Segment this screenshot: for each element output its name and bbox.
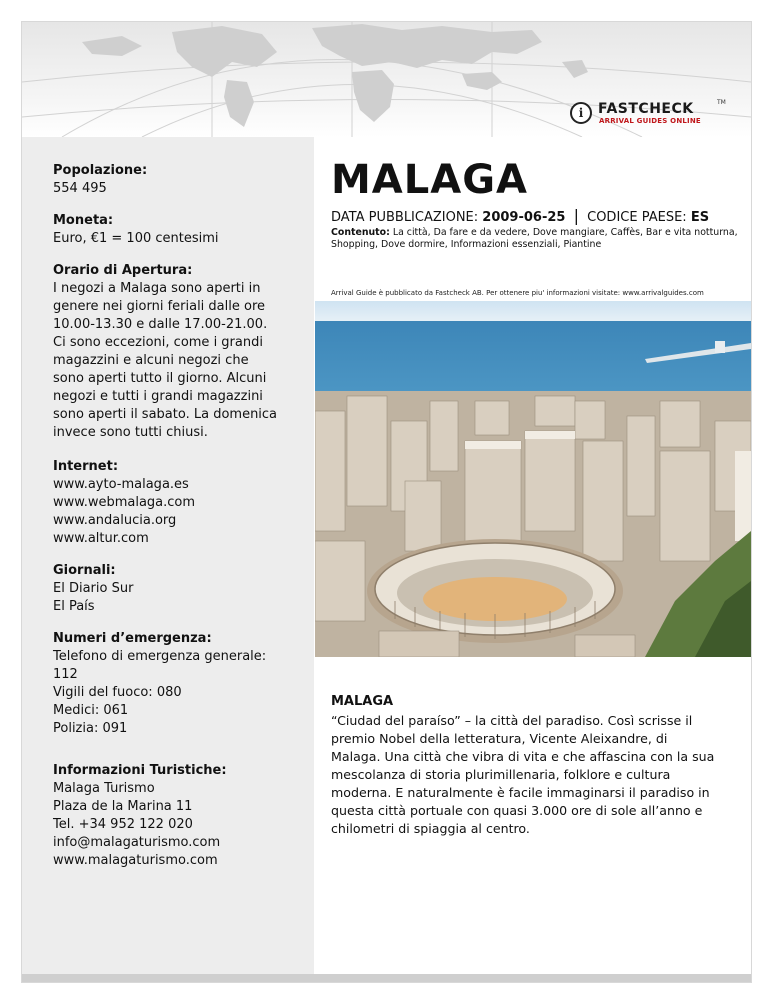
emergency-line: Telefono di emergenza generale: — [53, 649, 267, 664]
opening-hours-line: sono aperti tutto il giorno. Alcuni — [53, 371, 267, 386]
guide-page — [21, 21, 752, 983]
article-line: Malaga. Una città che vibra di vita e che affascina con la sua — [331, 749, 715, 764]
contents-label: Contenuto: — [331, 227, 390, 238]
date-label: DATA PUBBLICAZIONE: — [331, 210, 479, 225]
bullring-image — [315, 301, 751, 657]
tourist-info-line: Tel. +34 952 122 020 — [53, 817, 193, 832]
contents-value: La città, Da fare e da vedere, Dove mangiare, Caffès, Bar e vita notturna, Shopping, Dove dormire, Informazioni essenziali, Piantine — [331, 227, 738, 250]
emergency-line: Polizia: 091 — [53, 721, 128, 736]
opening-hours-line: Ci sono eccezioni, come i grandi — [53, 335, 263, 350]
meta-separator: | — [573, 206, 579, 225]
opening-hours-line: invece sono tutti chiusi. — [53, 425, 208, 440]
opening-hours-line: I negozi a Malaga sono aperti in — [53, 281, 261, 296]
tourist-info-label: Informazioni Turistiche: — [53, 763, 227, 778]
opening-hours-section — [53, 262, 303, 442]
currency-section — [53, 212, 303, 248]
logo-name: FASTCHECK — [598, 101, 694, 117]
tourist-info-website[interactable]: www.malagaturismo.com — [53, 853, 218, 868]
emergency-line: Medici: 061 — [53, 703, 129, 718]
article-title: MALAGA — [331, 694, 394, 709]
newspaper-item: El País — [53, 599, 95, 614]
internet-link[interactable]: www.ayto-malaga.es — [53, 477, 189, 492]
newspapers-section — [53, 562, 303, 616]
publication-meta — [331, 208, 709, 226]
opening-hours-line: negozi e tutti i grandi magazzini — [53, 389, 263, 404]
info-icon: i — [570, 102, 592, 124]
currency-value: Euro, €1 = 100 centesimi — [53, 231, 219, 246]
internet-label: Internet: — [53, 459, 119, 474]
emergency-line: 112 — [53, 667, 78, 682]
tourist-info-email[interactable]: info@malagaturismo.com — [53, 835, 221, 850]
internet-link[interactable]: www.webmalaga.com — [53, 495, 196, 510]
country-code-value: ES — [690, 210, 710, 225]
article-line: chilometri di spiaggia al centro. — [331, 821, 530, 836]
tourist-info-line: Malaga Turismo — [53, 781, 155, 796]
newspapers-label: Giornali: — [53, 563, 116, 578]
article-line: premio Nobel della letteratura, Vicente Aleixandre, di — [331, 731, 668, 746]
emergency-line: Vigili del fuoco: 080 — [53, 685, 182, 700]
internet-section — [53, 458, 303, 548]
emergency-section — [53, 630, 303, 738]
article-body — [331, 712, 752, 838]
article-line: questa città portuale con quasi 3.000 ore di sole all’anno e — [331, 803, 703, 818]
opening-hours-line: sono aperti il sabato. La domenica — [53, 407, 278, 422]
header-band — [22, 22, 751, 137]
tourist-info-line: Plaza de la Marina 11 — [53, 799, 193, 814]
article-line: moderna. E naturalmente è facile immaginarsi il paradiso in — [331, 785, 710, 800]
internet-link[interactable]: www.andalucia.org — [53, 513, 177, 528]
fastcheck-logo — [570, 99, 740, 126]
opening-hours-line: genere nei giorni feriali dalle ore — [53, 299, 266, 314]
sidebar-content — [53, 162, 303, 884]
internet-link[interactable]: www.altur.com — [53, 531, 149, 546]
population-label: Popolazione: — [53, 163, 148, 178]
publisher-note: Arrival Guide è pubblicato da Fastcheck AB. Per ottenere piu' informazioni visitate: www.arrivalguides.com — [331, 289, 704, 297]
opening-hours-line: 10.00-13.30 e dalle 17.00-21.00. — [53, 317, 268, 332]
opening-hours-line: magazzini e alcuni negozi che — [53, 353, 249, 368]
logo-tagline: ARRIVAL GUIDES ONLINE — [599, 117, 701, 125]
country-code-label: CODICE PAESE: — [587, 210, 687, 225]
emergency-label: Numeri d’emergenza: — [53, 631, 212, 646]
tourist-info-section — [53, 762, 303, 870]
population-section — [53, 162, 303, 198]
page-title: MALAGA — [331, 157, 528, 203]
date-value: 2009-06-25 — [482, 210, 566, 225]
article-line: mescolanza di storia plurimillenaria, folklore e cultura — [331, 767, 671, 782]
opening-hours-label: Orario di Apertura: — [53, 263, 193, 278]
contents-summary — [331, 227, 743, 251]
article-line: “Ciudad del paraíso” – la città del paradiso. Così scrisse il — [331, 713, 693, 728]
city-photo — [315, 301, 751, 657]
currency-label: Moneta: — [53, 213, 114, 228]
newspaper-item: El Diario Sur — [53, 581, 134, 596]
population-value: 554 495 — [53, 181, 107, 196]
bottom-bar — [22, 974, 751, 982]
logo-trademark: TM — [717, 99, 726, 106]
